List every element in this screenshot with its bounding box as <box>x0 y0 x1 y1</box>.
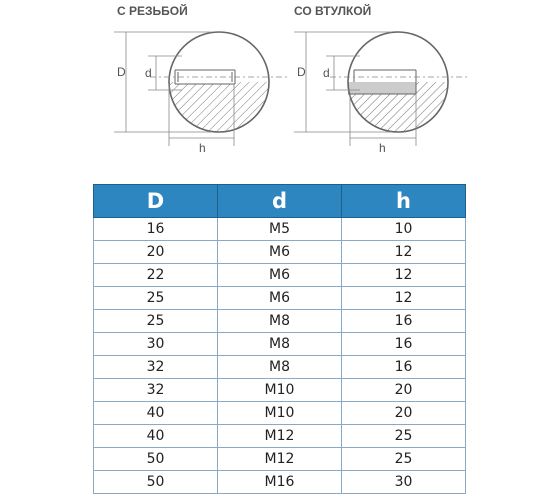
cell-d: M10 <box>218 402 342 425</box>
threaded-ball <box>150 32 290 142</box>
right-h-label: h <box>379 141 386 155</box>
cell-h: 12 <box>342 241 466 264</box>
cell-D: 25 <box>94 310 218 333</box>
cell-D: 22 <box>94 264 218 287</box>
cell-D: 40 <box>94 425 218 448</box>
cell-d: M10 <box>218 379 342 402</box>
table-row <box>94 287 466 310</box>
cell-D: 40 <box>94 402 218 425</box>
cell-d: M8 <box>218 356 342 379</box>
left-D-label: D <box>117 65 126 79</box>
header-D: D <box>94 185 218 218</box>
cell-d: M6 <box>218 241 342 264</box>
cell-D: 20 <box>94 241 218 264</box>
ball-knob-drawings <box>0 0 560 160</box>
cell-d: M8 <box>218 333 342 356</box>
cell-h: 16 <box>342 356 466 379</box>
table-row <box>94 310 466 333</box>
cell-d: M12 <box>218 448 342 471</box>
cell-d: M8 <box>218 310 342 333</box>
cell-h: 16 <box>342 333 466 356</box>
cell-D: 32 <box>94 379 218 402</box>
sleeved-ball <box>330 32 470 142</box>
cell-d: M6 <box>218 287 342 310</box>
table-row <box>94 241 466 264</box>
table-row <box>94 448 466 471</box>
cell-h: 30 <box>342 471 466 494</box>
cell-h: 20 <box>342 402 466 425</box>
dimensions-table <box>93 184 466 494</box>
table-row <box>94 471 466 494</box>
technical-drawing <box>0 0 560 160</box>
cell-d: M5 <box>218 218 342 241</box>
cell-D: 50 <box>94 448 218 471</box>
table-row <box>94 264 466 287</box>
table-row <box>94 402 466 425</box>
cell-h: 10 <box>342 218 466 241</box>
cell-D: 50 <box>94 471 218 494</box>
cell-D: 30 <box>94 333 218 356</box>
cell-h: 20 <box>342 379 466 402</box>
table-row <box>94 356 466 379</box>
right-D-label: D <box>297 65 306 79</box>
cell-D: 16 <box>94 218 218 241</box>
cell-D: 25 <box>94 287 218 310</box>
cell-h: 16 <box>342 310 466 333</box>
cell-h: 12 <box>342 264 466 287</box>
right-d-label: d <box>323 66 330 80</box>
cell-h: 25 <box>342 448 466 471</box>
cell-h: 12 <box>342 287 466 310</box>
cell-D: 32 <box>94 356 218 379</box>
cell-h: 25 <box>342 425 466 448</box>
cell-d: M6 <box>218 264 342 287</box>
table-row <box>94 218 466 241</box>
table-row <box>94 425 466 448</box>
right-diagram-title: СО ВТУЛКОЙ <box>294 4 372 18</box>
cell-d: M12 <box>218 425 342 448</box>
table-header-row <box>94 185 466 218</box>
left-h-label: h <box>199 141 206 155</box>
header-h: h <box>342 185 466 218</box>
table-body <box>94 218 466 494</box>
cell-d: M16 <box>218 471 342 494</box>
left-diagram-title: С РЕЗЬБОЙ <box>117 4 188 18</box>
spec-table-container <box>93 184 466 494</box>
header-d: d <box>218 185 342 218</box>
table-row <box>94 333 466 356</box>
table-row <box>94 379 466 402</box>
left-d-label: d <box>145 66 152 80</box>
